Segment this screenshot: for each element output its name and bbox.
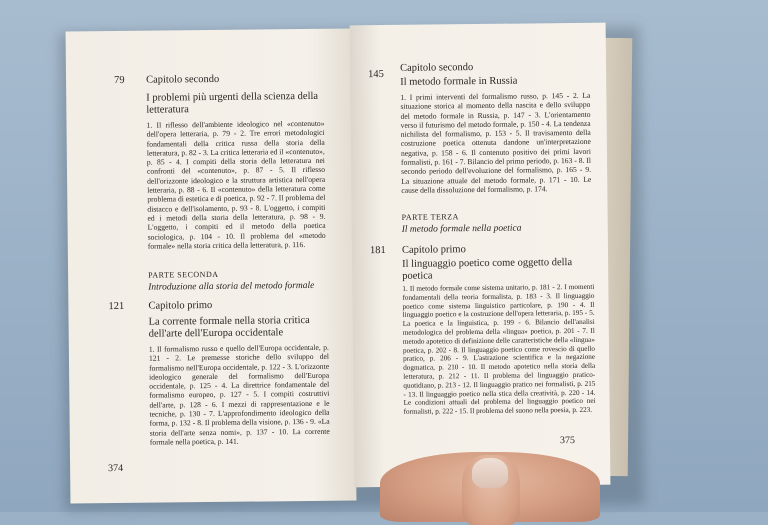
page-number: 374	[108, 462, 124, 475]
chapter-title: Il linguaggio poetico come oggetto della poetica	[402, 257, 573, 282]
part-label: PARTE SECONDA	[148, 269, 219, 280]
chapter-label: Capitolo primo	[401, 244, 466, 256]
toc-page-number: 79	[113, 74, 125, 87]
chapter-label: Capitolo secondo	[399, 62, 474, 74]
chapter-summary: 1. Il metodo formale come sistema unitario, p. 181 - 2. I momenti fondamentali della teoria formalista, p. 183 - 3. Il linguaggio poetico come sistema linguistico particolare, p. 190 - 4. Il linguaggio poetico e la costruzione dell'opera letteraria, p. 195 - 5. La poetica e la linguistica, p. 199 - 6. Bilancio dell'analisi metodologica del problema della «lingua» poetica, p. 201 - 7. Il metodo apotetico di definizione delle caratteristiche della «lingua» poetica, p. 202 - 8. Il linguaggio poetico come rovescio di quello pratico, p. 206 - 9. L'astrazione scientifica e la negazione dogmatica, p. 210 - 10. Il metodo apotetico nella storia della letteratura, p. 212 - 11. Il problema del linguaggio pratico-quotidiano, p. 213 - 12. Il linguaggio pratico nei formalisti, p. 215 - 13. Il linguaggio poetico nella stica della creatività, p. 220 - 14. Le condizioni attuali del problema del linguaggio poetico nei formalisti, p. 222 - 15. Il problema del suono nella poesia, p. 223.	[402, 282, 596, 416]
page-number: 375	[559, 435, 576, 447]
chapter-title: La corrente formale nella storia critica dell'arte dell'Europa occidentale	[148, 314, 310, 340]
chapter-label: Capitolo primo	[148, 299, 213, 312]
chapter-label: Capitolo secondo	[145, 73, 220, 86]
part-title: Il metodo formale nella poetica	[401, 223, 522, 235]
part-label: PARTE TERZA	[401, 212, 459, 222]
chapter-summary: 1. Il formalismo russo e quello dell'Europa occidentale, p. 121 - 2. Le premesse storiche dello sviluppo del formalismo nell'Europa occidentale, p. 122 - 3. L'orizzonte ideologico generale del formalismo dell'Europa occidentale, p. 125 - 4. La direttrice fondamentale del formalismo europeo, p. 127 - 5. I compiti costruttivi dell'arte, p. 128 - 6. I mezzi di rappresentazione e le tecniche, p. 130 - 7. L'approfondimento ideologico della forma, p. 132 - 8. Il problema della visione, p. 136 - 9. «La storia dell'arte senza nomi», p. 137 - 10. La corrente formale nella poetica, p. 141.	[148, 342, 330, 447]
toc-page-number: 121	[108, 300, 125, 313]
thumbnail-nail	[472, 458, 508, 488]
chapter-title: Il metodo formale in Russia	[400, 75, 518, 88]
chapter-title: I problemi più urgenti della scienza della letteratura	[146, 90, 319, 116]
part-title: Introduzione alla storia del metodo formale	[148, 280, 315, 293]
left-page	[66, 29, 357, 504]
toc-page-number: 145	[368, 68, 384, 81]
right-page	[350, 23, 611, 488]
chapter-summary: 1. I primi interventi del formalismo russo, p. 145 - 2. La situazione storica al momento della nascita e dello sviluppo del metodo formale in Russia, p. 147 - 3. L'orientamento verso il futurismo del metodo formale, p. 150 - 4. La tendenza nichilista del formalismo, p. 153 - 5. Il travisamento della costruzione poetica ottenuta dandone un'interpretazione negativa, p. 158 - 6. Il contenuto positivo dei primi lavori formalisti, p. 161 - 7. Bilancio del primo periodo, p. 163 - 8. Il secondo periodo dell'evoluzione del formalismo, p. 165 - 9. La situazione attuale del metodo formale, p. 171 - 10. Le cause della dissoluzione del formalismo, p. 174.	[400, 90, 592, 195]
toc-page-number: 181	[369, 244, 386, 257]
chapter-summary: 1. Il riflesso dell'ambiente ideologico nel «contenuto» dell'opera letteraria, p. 79 - 2. Tre errori metodologici fondamentali della critica russa della storia della letteratura, p. 82 - 3. La critica letteraria ed il «contenuto», p. 85 - 4. I compiti della storia della letteratura nei confronti del «contenuto», p. 87 - 5. Il riflesso dell'orizzonte ideologico e la struttura artistica nell'opera letteraria, p. 88 - 6. Il «contenuto» della letteratura come problema di estetica e di poetica, p. 92 - 7. Il problema del distacco e dell'isolamento, p. 93 - 8. L'oggetto, i compiti ed i metodi della storia della letteratura, p. 98 - 9. L'oggetto, i compiti ed il metodo della poetica sociologica, p. 104 - 10. Il problema del «metodo formale» nella storia critica della letteratura, p. 116.	[146, 118, 326, 251]
